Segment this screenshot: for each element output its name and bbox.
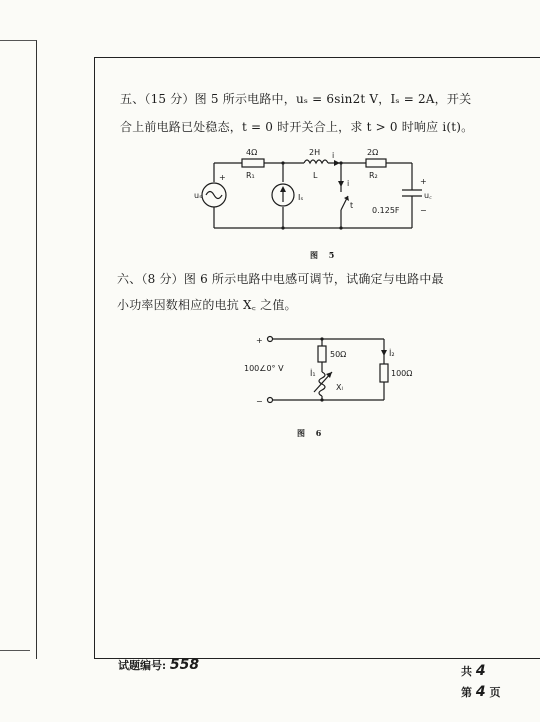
t-label: t	[350, 201, 354, 210]
i-label: i	[347, 179, 350, 188]
uc-label: u꜀	[424, 191, 432, 200]
page-number	[461, 684, 500, 700]
page-total	[461, 663, 486, 679]
r2-name: R₂	[369, 171, 378, 180]
i-arrow-label: i	[332, 151, 335, 160]
i1-label: İ₁	[310, 369, 316, 378]
q5-line1: 五、（15 分）图 5 所示电路中，uₛ = 6sin2t V，Iₛ = 2A，开关	[120, 92, 472, 106]
exam-code-label: 试题编号:	[118, 659, 167, 672]
r50-label: 50Ω	[330, 350, 347, 359]
page-number-value: 4	[475, 684, 486, 700]
source-plus: +	[256, 336, 263, 345]
exam-code-value: 558	[169, 657, 200, 673]
page-total-value: 4	[475, 663, 486, 679]
xl-label: Xₗ	[336, 383, 343, 392]
r2-value: 2Ω	[367, 148, 379, 157]
l-name: L	[313, 171, 318, 180]
page-total-label: 共	[461, 665, 472, 678]
us-label: uₛ	[194, 191, 203, 200]
c-value: 0.125F	[372, 206, 400, 215]
l-value: 2H	[309, 148, 321, 157]
q5-line2: 合上前电路已处稳态，t = 0 时开关合上，求 t > 0 时响应 i(t)。	[120, 120, 474, 134]
r1-value: 4Ω	[246, 148, 258, 157]
uc-plus: +	[420, 177, 427, 186]
i2-label: İ₂	[389, 349, 395, 358]
figure-6-caption: 图 6	[297, 428, 326, 438]
r1-name: R₁	[246, 171, 255, 180]
exam-code	[118, 657, 199, 673]
source-minus: −	[256, 397, 263, 406]
is-label: Iₛ	[298, 193, 304, 202]
source-label: 100∠0° V	[244, 364, 284, 373]
us-plus: +	[219, 173, 226, 182]
r100-label: 100Ω	[391, 369, 413, 378]
page-number-suffix: 页	[489, 686, 501, 699]
figure-5-caption: 图 5	[310, 250, 339, 260]
page-number-label: 第	[461, 686, 472, 699]
uc-minus: −	[420, 206, 427, 215]
q6-line1: 六、（8 分）图 6 所示电路中电感可调节，试确定与电路中最	[117, 272, 444, 286]
q6-line2: 小功率因数相应的电抗 X꜀ 之值。	[117, 298, 297, 312]
